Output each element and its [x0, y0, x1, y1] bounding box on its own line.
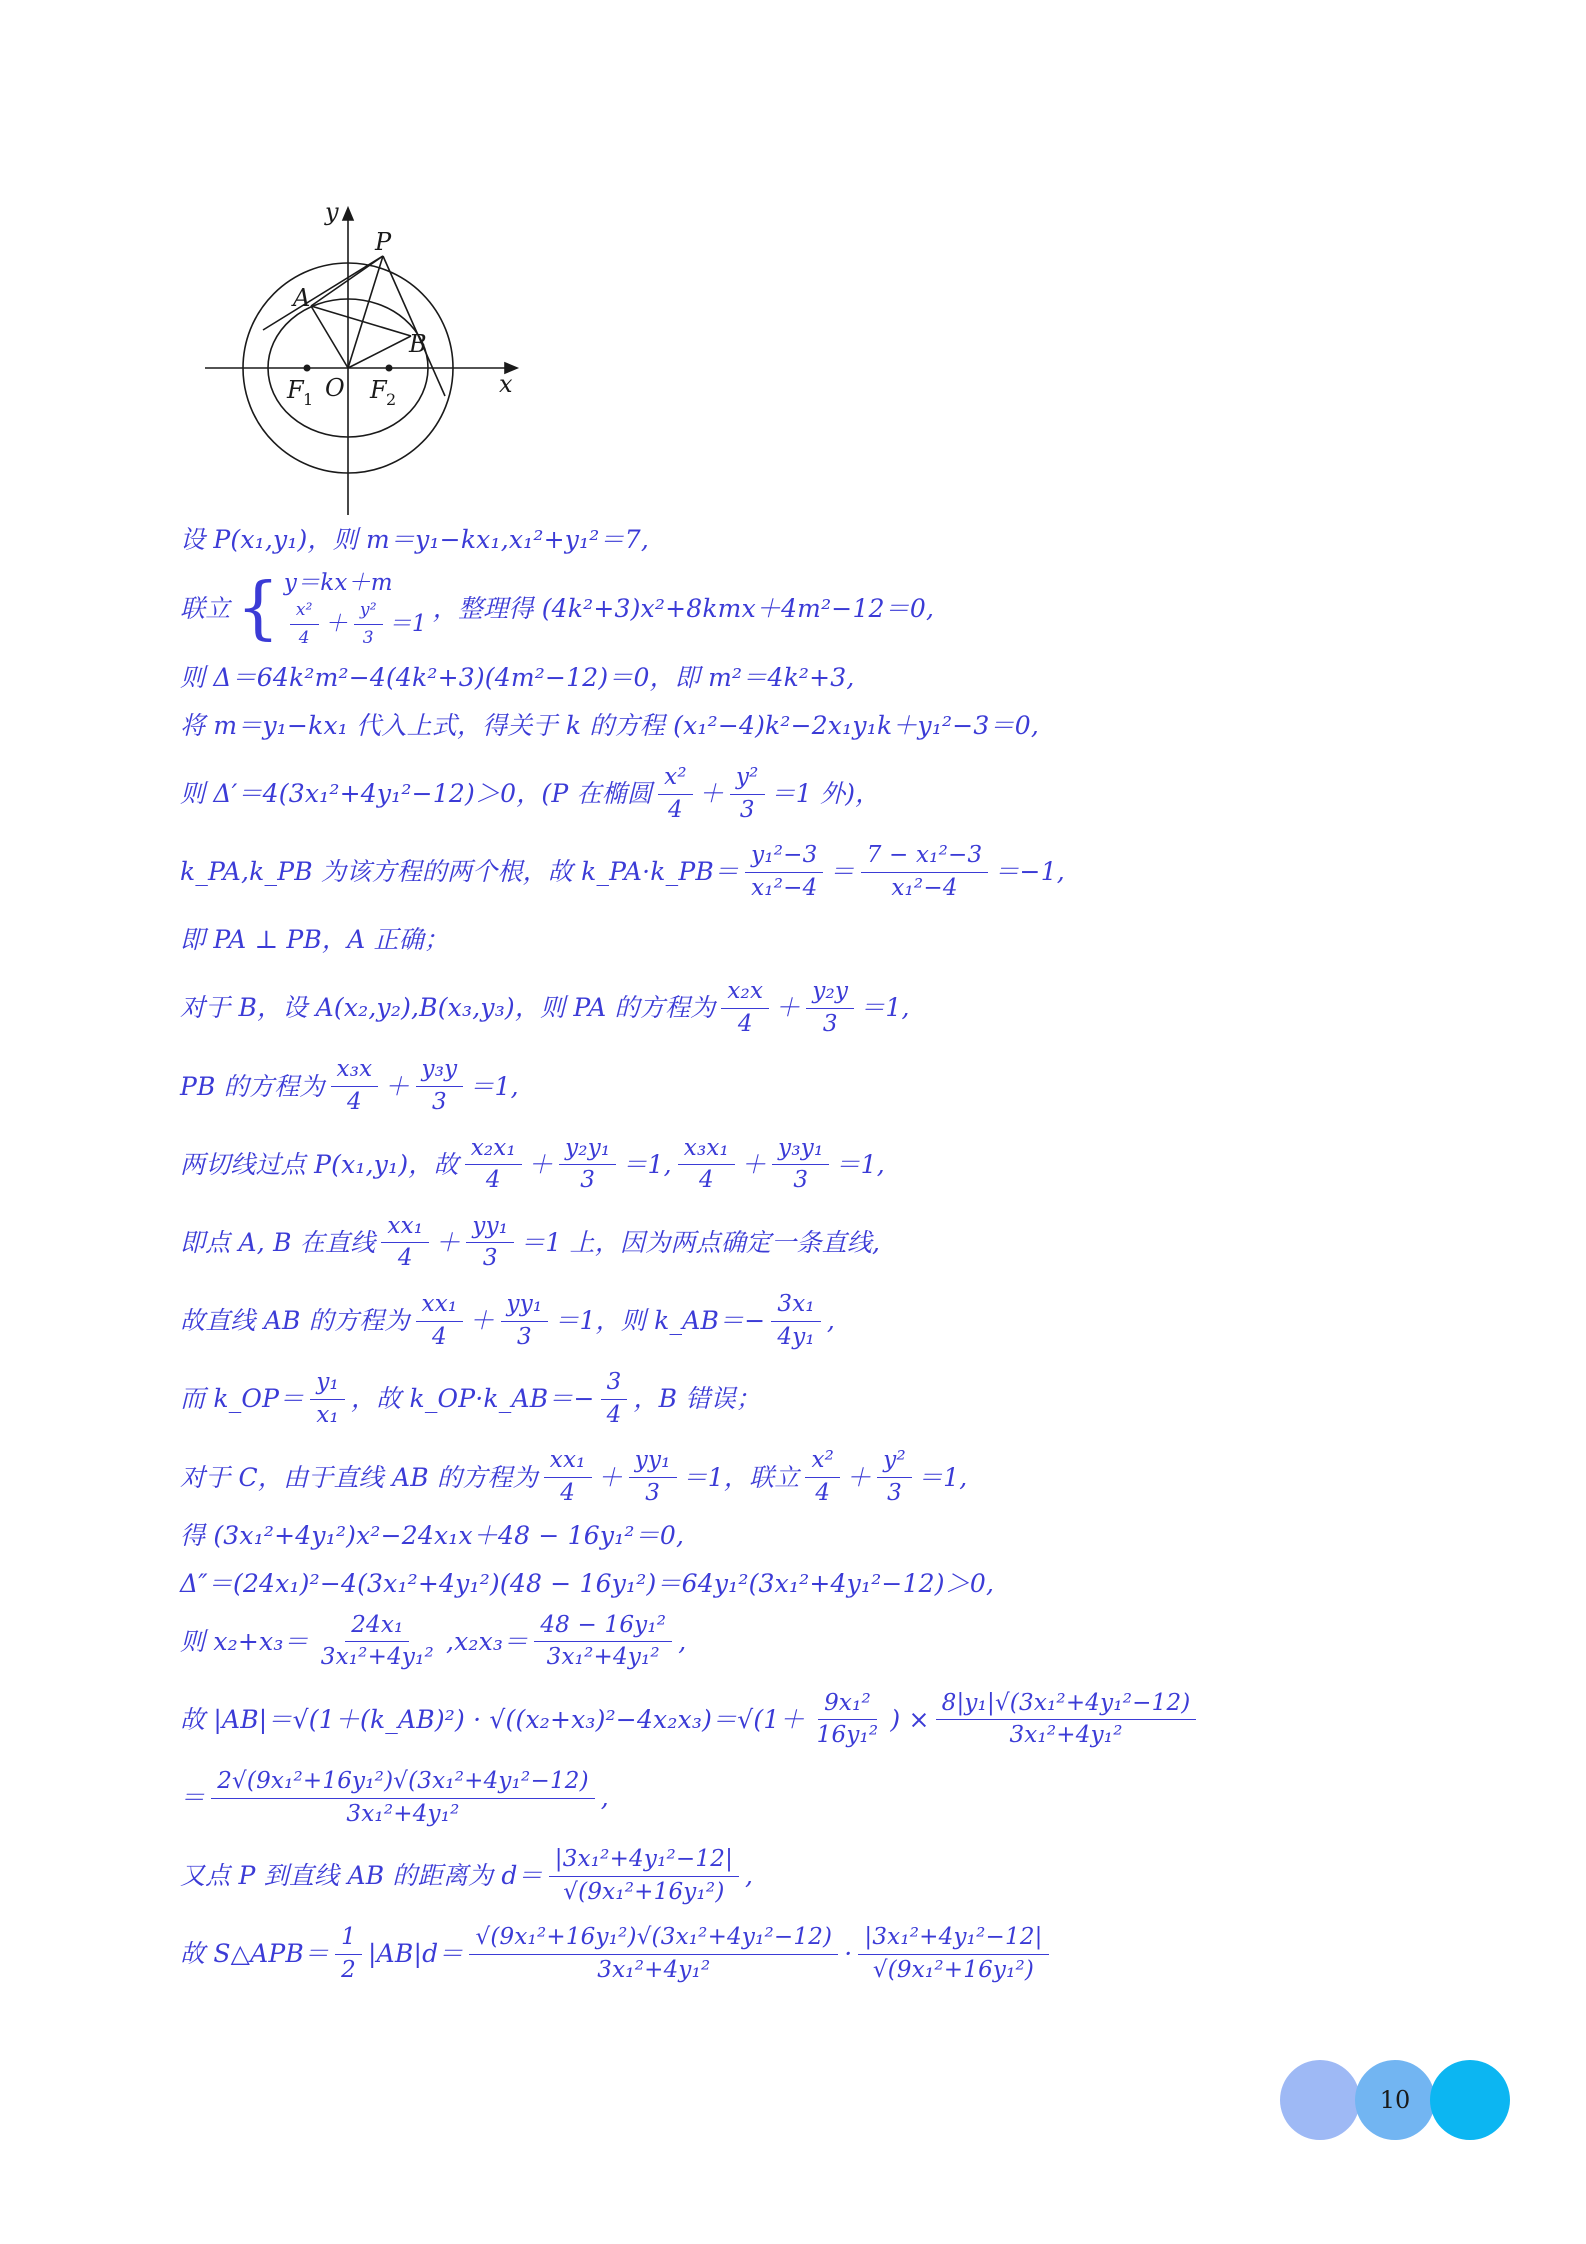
- line-10: 两切线过点 P(x₁,y₁)，故 $\frac{\text{x₂x₁}}{4}$ ＋ $\frac{\text{y₂y₁}}{3}$ ＝1, $\frac{\text{x₃x₁}}{4}$ ＋ $\frac{\text{y₃y₁}}{3}$ ＝1,: [180, 1134, 885, 1194]
- focus-f1-dot: [304, 365, 311, 372]
- badge-circle-left: [1280, 2060, 1360, 2140]
- tangent-line-pa: [263, 256, 383, 330]
- line-16-text: Δ″＝(24x₁)²−4(3x₁²+4y₁²)(48 − 16y₁²)＝64y₁²(3x₁²+4y₁²−12)＞0,: [180, 1568, 995, 1598]
- system-frac-y: $\frac{\text{y²}}{3}$: [354, 599, 383, 650]
- line-12-mid: ＝1，则 k_AB＝−: [554, 1306, 766, 1336]
- ellipse-circle-figure: [195, 200, 525, 520]
- line-12: 故直线 AB 的方程为 $\frac{\text{xx₁}}{4}$ ＋ $\frac{\text{yy₁}}{3}$ ＝1，则 k_AB＝− $\frac{\text{3x₁}}{\text{4y₁}}$ ,: [180, 1291, 835, 1350]
- line-21-dot: ·: [844, 1939, 853, 1969]
- line-5-suffix: ＝1 外)，: [770, 779, 881, 809]
- line-12-prefix: 故直线 AB 的方程为: [180, 1306, 410, 1336]
- segment-op: [348, 256, 383, 368]
- y-axis-arrow-icon: [343, 208, 353, 220]
- line-17-mid: ,x₂x₃＝: [445, 1626, 529, 1656]
- system-eq-1: y＝kx＋m: [283, 570, 393, 596]
- frac: $\frac{3}{4}$: [601, 1369, 628, 1429]
- frac: $\frac{\text{y₂y}}{3}$: [806, 978, 854, 1038]
- line-6-prefix: k_PA,k_PB 为该方程的两个根，故 k_PA·k_PB＝: [180, 857, 740, 887]
- frac: $\frac{\text{x₂x₁}}{4}$: [465, 1135, 522, 1195]
- line-8: 对于 B，设 A(x₂,y₂),B(x₃,y₃)，则 PA 的方程为 $\frac{\text{x₂x}}{4}$ ＋ $\frac{\text{y₂y}}{3}$ ＝1,: [180, 978, 910, 1037]
- frac: $\frac{\text{|3x₁²+4y₁²−12|}}{\text{√(9x₁²+16y₁²)}}$: [549, 1846, 739, 1906]
- label-f1-sub: 1: [303, 390, 314, 409]
- line-15: [180, 1516, 1410, 1556]
- label-f2-sub: 2: [386, 390, 397, 409]
- system-eq-2-tail: ＝1: [388, 610, 427, 637]
- label-b: B: [409, 330, 427, 358]
- frac: $\frac{\text{x²}}{4}$: [805, 1447, 840, 1507]
- badge-circle-right: [1430, 2060, 1510, 2140]
- label-f2: F: [370, 376, 387, 404]
- line-18-mid: ) ×: [890, 1704, 930, 1734]
- line-13-suffix: ，B 错误；: [633, 1384, 762, 1414]
- line-13: [180, 1369, 1410, 1429]
- line-17-suffix: ,: [678, 1626, 687, 1656]
- line-3-text: 则 Δ＝64k²m²−4(4k²+3)(4m²−12)＝0，即 m²＝4k²+3,: [180, 662, 855, 692]
- line-18: [180, 1690, 1410, 1750]
- frac: $\frac{\text{xx₁}}{4}$: [381, 1213, 429, 1273]
- line-3: [180, 658, 1410, 698]
- frac: $\frac{\text{x₃x}}{4}$: [331, 1056, 379, 1116]
- frac: $\frac{\text{24x₁}}{\text{3x₁²+4y₁²}}$: [320, 1611, 434, 1671]
- label-o: O: [325, 374, 345, 402]
- line-10-prefix: 两切线过点 P(x₁,y₁)，故: [180, 1149, 459, 1179]
- line-7-text: 即 PA ⊥ PB，A 正确；: [180, 925, 450, 955]
- frac: $\frac{1}{2}$: [335, 1924, 362, 1984]
- frac: $\frac{\text{x₂x}}{4}$: [721, 978, 769, 1038]
- frac: $\frac{\text{y²}}{3}$: [877, 1447, 912, 1507]
- line-1-text: 设 P(x₁,y₁)，则 m＝y₁−kx₁,x₁²+y₁²＝7,: [180, 525, 649, 554]
- page-number-badge: [1280, 2060, 1510, 2140]
- frac: $\frac{\text{y₃y₁}}{3}$: [772, 1135, 829, 1195]
- line-21-prefix: 故 S△APB＝: [180, 1939, 330, 1969]
- line-9-suffix: ＝1,: [469, 1071, 519, 1101]
- frac: $\frac{\text{3x₁}}{\text{4y₁}}$: [771, 1291, 820, 1351]
- line-4-text: 将 m＝y₁−kx₁ 代入上式，得关于 k 的方程 (x₁²−4)k²−2x₁y₁k＋y₁²−3＝0,: [180, 710, 1039, 740]
- line-5-prefix: 则 Δ′＝4(3x₁²+4y₁²−12)＞0，(P 在椭圆: [180, 779, 653, 809]
- equation-system: { y＝kx＋m $\frac{\text{x²}}{4}$ ＋ $\frac{\text{y²}}{3}$ ＝1: [236, 568, 427, 648]
- frac: $\frac{\text{xx₁}}{4}$: [416, 1291, 464, 1351]
- line-6: k_PA,k_PB 为该方程的两个根，故 k_PA·k_PB＝ $\frac{\text{y₁²−3}}{\text{x₁²−4}}$ ＝ $\frac{\text{7 − x₁²−3}}{\text{x₁²−4}}$ ＝−1,: [180, 842, 1065, 901]
- line-14-prefix: 对于 C，由于直线 AB 的方程为: [180, 1462, 538, 1492]
- page-number: 10: [1379, 2086, 1411, 2114]
- frac: $\frac{\text{2√(9x₁²+16y₁²)√(3x₁²+4y₁²−12)}}{\text{3x₁²+4y₁²}}$: [211, 1768, 595, 1828]
- label-a: A: [293, 284, 311, 312]
- solution-text: [180, 520, 1410, 2003]
- line-11-prefix: 即点 A, B 在直线: [180, 1227, 376, 1257]
- label-x: x: [499, 370, 513, 398]
- line-20-suffix: ,: [745, 1861, 754, 1891]
- line-20: [180, 1846, 1410, 1906]
- frac: $\frac{\text{yy₁}}{3}$: [501, 1291, 549, 1351]
- frac: $\frac{\text{y₁}}{\text{x₁}}$: [310, 1369, 345, 1429]
- frac: $\frac{\text{y₃y}}{3}$: [416, 1056, 464, 1116]
- line-4: [180, 706, 1410, 746]
- line-11: 即点 A, B 在直线 $\frac{\text{xx₁}}{4}$ ＋ $\frac{\text{yy₁}}{3}$ ＝1 上，因为两点确定一条直线,: [180, 1212, 881, 1272]
- system-frac-x: $\frac{\text{x²}}{4}$: [290, 599, 319, 650]
- segment-ob: [348, 336, 411, 368]
- line-8-suffix: ＝1,: [860, 993, 910, 1023]
- line-15-text: 得 (3x₁²+4y₁²)x²−24x₁x＋48 − 16y₁²＝0,: [180, 1520, 685, 1550]
- frac: $\frac{\text{y²}}{3}$: [730, 764, 765, 824]
- tangent-line-pb: [383, 256, 445, 396]
- line-2-suffix: ，整理得 (4k²+3)x²+8kmx＋4m²−12＝0,: [432, 593, 935, 623]
- label-f1: F: [287, 376, 304, 404]
- line-21: [180, 1924, 1410, 1984]
- frac: $\frac{\text{y₂y₁}}{3}$: [559, 1135, 616, 1195]
- frac: $\frac{\text{7 − x₁²−3}}{\text{x₁²−4}}$: [861, 842, 989, 902]
- label-p: P: [375, 228, 392, 256]
- line-17: [180, 1612, 1410, 1672]
- line-13-prefix: 而 k_OP＝: [180, 1384, 305, 1414]
- frac: $\frac{\text{48 − 16y₁²}}{\text{3x₁²+4y₁²}}$: [534, 1612, 672, 1672]
- frac: $\frac{\text{9x₁²}}{\text{16y₁²}}$: [816, 1689, 879, 1749]
- focus-f2-dot: [386, 365, 393, 372]
- line-18-prefix: 故 |AB|＝√(1＋(k_AB)²) · √((x₂+x₃)²−4x₂x₃)＝√(1＋: [180, 1704, 805, 1734]
- frac: $\frac{\text{y₁²−3}}{\text{x₁²−4}}$: [745, 842, 823, 902]
- line-7: [180, 920, 1410, 960]
- line-20-prefix: 又点 P 到直线 AB 的距离为 d＝: [180, 1861, 543, 1891]
- line-2: [180, 568, 1410, 650]
- frac: $\frac{\text{yy₁}}{3}$: [629, 1447, 677, 1507]
- line-6-suffix: ＝−1,: [994, 857, 1065, 887]
- line-14: 对于 C，由于直线 AB 的方程为 $\frac{\text{xx₁}}{4}$ ＋ $\frac{\text{yy₁}}{3}$ ＝1，联立 $\frac{\text{x²}}{4}$ ＋ $\frac{\text{y²}}{3}$ ＝1,: [180, 1447, 968, 1507]
- line-17-prefix: 则 x₂+x₃＝: [180, 1626, 309, 1656]
- line-2-prefix: 联立: [180, 593, 231, 623]
- line-19-prefix: ＝: [180, 1783, 206, 1813]
- line-10-mid: ＝1,: [622, 1149, 672, 1179]
- frac: $\frac{\text{xx₁}}{4}$: [544, 1447, 592, 1507]
- line-12-suffix: ,: [826, 1306, 835, 1336]
- frac: $\frac{\text{8|y₁|√(3x₁²+4y₁²−12)}}{\text{3x₁²+4y₁²}}$: [936, 1690, 1197, 1750]
- line-13-mid: ，故 k_OP·k_AB＝−: [350, 1384, 595, 1414]
- line-10-suffix: ＝1,: [835, 1149, 885, 1179]
- line-21-mid: |AB|d＝: [368, 1939, 464, 1969]
- line-9: PB 的方程为 $\frac{\text{x₃x}}{4}$ ＋ $\frac{\text{y₃y}}{3}$ ＝1,: [180, 1056, 519, 1116]
- line-14-mid: ＝1，联立: [682, 1462, 800, 1492]
- line-11-suffix: ＝1 上，因为两点确定一条直线,: [520, 1227, 881, 1257]
- line-14-suffix: ＝1,: [917, 1462, 968, 1492]
- frac: $\frac{\text{yy₁}}{3}$: [466, 1213, 514, 1273]
- line-1: [180, 520, 1410, 560]
- line-8-prefix: 对于 B，设 A(x₂,y₂),B(x₃,y₃)，则 PA 的方程为: [180, 993, 716, 1023]
- line-9-prefix: PB 的方程为: [180, 1071, 325, 1101]
- line-19-suffix: ,: [600, 1783, 609, 1813]
- line-16: [180, 1564, 1410, 1604]
- frac: $\frac{\text{|3x₁²+4y₁²−12|}}{\text{√(9x₁²+16y₁²)}}$: [858, 1924, 1048, 1984]
- brace-icon: {: [236, 568, 280, 648]
- frac: $\frac{\text{√(9x₁²+16y₁²)√(3x₁²+4y₁²−12)}}{\text{3x₁²+4y₁²}}$: [469, 1924, 838, 1984]
- line-5: 则 Δ′＝4(3x₁²+4y₁²−12)＞0，(P 在椭圆 $\frac{\text{x²}}{4}$ ＋ $\frac{\text{y²}}{3}$ ＝1 外)，: [180, 763, 881, 823]
- label-y: y: [325, 200, 339, 226]
- line-19: [180, 1768, 1410, 1828]
- frac: $\frac{\text{x₃x₁}}{4}$: [678, 1135, 735, 1195]
- frac: $\frac{\text{x²}}{4}$: [658, 764, 693, 824]
